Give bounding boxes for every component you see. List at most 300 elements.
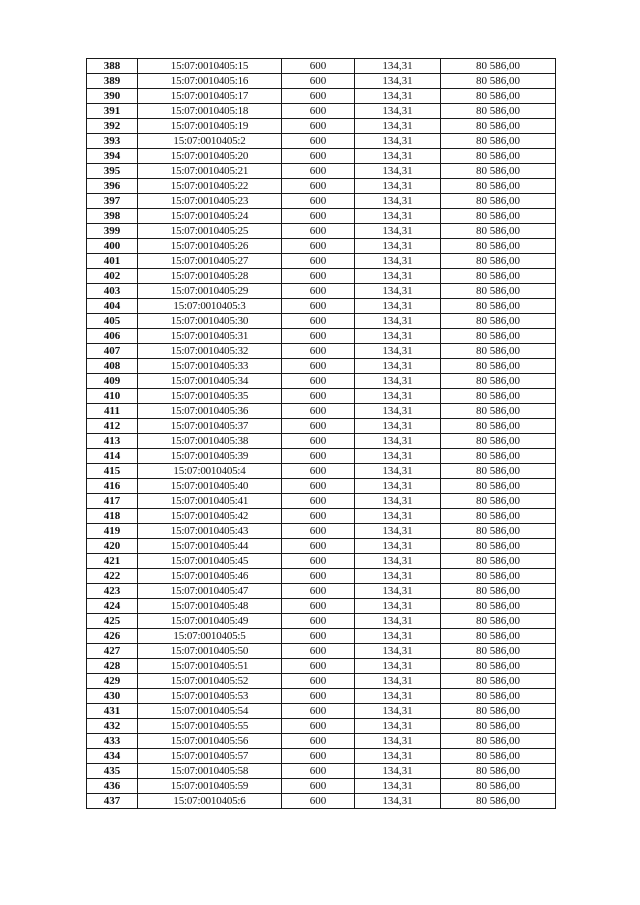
row-number-cell: 392 xyxy=(87,119,138,134)
total-value-cell: 80 586,00 xyxy=(441,104,556,119)
row-number-cell: 436 xyxy=(87,779,138,794)
cadastral-number-cell: 15:07:0010405:34 xyxy=(138,374,282,389)
unit-price-cell: 134,31 xyxy=(355,74,441,89)
unit-price-cell: 134,31 xyxy=(355,224,441,239)
table-row xyxy=(87,179,556,194)
cadastral-number-cell: 15:07:0010405:26 xyxy=(138,239,282,254)
unit-price-cell: 134,31 xyxy=(355,239,441,254)
total-value-cell: 80 586,00 xyxy=(441,224,556,239)
row-number-cell: 424 xyxy=(87,599,138,614)
unit-price-cell: 134,31 xyxy=(355,554,441,569)
total-value-cell: 80 586,00 xyxy=(441,269,556,284)
table-row xyxy=(87,704,556,719)
cadastral-number-cell: 15:07:0010405:44 xyxy=(138,539,282,554)
unit-price-cell: 134,31 xyxy=(355,329,441,344)
area-cell: 600 xyxy=(282,434,355,449)
cadastral-number-cell: 15:07:0010405:33 xyxy=(138,359,282,374)
unit-price-cell: 134,31 xyxy=(355,704,441,719)
table-row xyxy=(87,269,556,284)
area-cell: 600 xyxy=(282,614,355,629)
cadastral-number-cell: 15:07:0010405:28 xyxy=(138,269,282,284)
area-cell: 600 xyxy=(282,704,355,719)
area-cell: 600 xyxy=(282,749,355,764)
area-cell: 600 xyxy=(282,509,355,524)
table-row xyxy=(87,734,556,749)
cadastral-number-cell: 15:07:0010405:27 xyxy=(138,254,282,269)
table-row xyxy=(87,719,556,734)
area-cell: 600 xyxy=(282,269,355,284)
cadastral-number-cell: 15:07:0010405:35 xyxy=(138,389,282,404)
cadastral-number-cell: 15:07:0010405:46 xyxy=(138,569,282,584)
total-value-cell: 80 586,00 xyxy=(441,614,556,629)
row-number-cell: 426 xyxy=(87,629,138,644)
area-cell: 600 xyxy=(282,569,355,584)
unit-price-cell: 134,31 xyxy=(355,164,441,179)
cadastral-number-cell: 15:07:0010405:42 xyxy=(138,509,282,524)
cadastral-number-cell: 15:07:0010405:36 xyxy=(138,404,282,419)
row-number-cell: 409 xyxy=(87,374,138,389)
unit-price-cell: 134,31 xyxy=(355,134,441,149)
area-cell: 600 xyxy=(282,149,355,164)
row-number-cell: 411 xyxy=(87,404,138,419)
area-cell: 600 xyxy=(282,404,355,419)
table-row xyxy=(87,254,556,269)
unit-price-cell: 134,31 xyxy=(355,479,441,494)
cadastral-number-cell: 15:07:0010405:43 xyxy=(138,524,282,539)
table-row xyxy=(87,359,556,374)
cadastral-number-cell: 15:07:0010405:55 xyxy=(138,719,282,734)
unit-price-cell: 134,31 xyxy=(355,749,441,764)
table-row xyxy=(87,599,556,614)
table-row xyxy=(87,164,556,179)
table-row xyxy=(87,449,556,464)
unit-price-cell: 134,31 xyxy=(355,569,441,584)
unit-price-cell: 134,31 xyxy=(355,314,441,329)
unit-price-cell: 134,31 xyxy=(355,494,441,509)
area-cell: 600 xyxy=(282,314,355,329)
cadastral-number-cell: 15:07:0010405:19 xyxy=(138,119,282,134)
row-number-cell: 402 xyxy=(87,269,138,284)
row-number-cell: 430 xyxy=(87,689,138,704)
row-number-cell: 420 xyxy=(87,539,138,554)
unit-price-cell: 134,31 xyxy=(355,584,441,599)
row-number-cell: 418 xyxy=(87,509,138,524)
table-row xyxy=(87,239,556,254)
cadastral-number-cell: 15:07:0010405:4 xyxy=(138,464,282,479)
area-cell: 600 xyxy=(282,479,355,494)
row-number-cell: 391 xyxy=(87,104,138,119)
area-cell: 600 xyxy=(282,539,355,554)
cadastral-number-cell: 15:07:0010405:18 xyxy=(138,104,282,119)
area-cell: 600 xyxy=(282,224,355,239)
unit-price-cell: 134,31 xyxy=(355,449,441,464)
table-row xyxy=(87,59,556,74)
table-row xyxy=(87,389,556,404)
area-cell: 600 xyxy=(282,794,355,809)
table-row xyxy=(87,764,556,779)
table-row xyxy=(87,644,556,659)
total-value-cell: 80 586,00 xyxy=(441,359,556,374)
area-cell: 600 xyxy=(282,644,355,659)
table-row xyxy=(87,494,556,509)
total-value-cell: 80 586,00 xyxy=(441,89,556,104)
cadastral-number-cell: 15:07:0010405:50 xyxy=(138,644,282,659)
total-value-cell: 80 586,00 xyxy=(441,239,556,254)
total-value-cell: 80 586,00 xyxy=(441,509,556,524)
total-value-cell: 80 586,00 xyxy=(441,659,556,674)
total-value-cell: 80 586,00 xyxy=(441,314,556,329)
row-number-cell: 434 xyxy=(87,749,138,764)
table-row xyxy=(87,584,556,599)
unit-price-cell: 134,31 xyxy=(355,794,441,809)
table-row xyxy=(87,794,556,809)
total-value-cell: 80 586,00 xyxy=(441,779,556,794)
table-row xyxy=(87,614,556,629)
row-number-cell: 408 xyxy=(87,359,138,374)
total-value-cell: 80 586,00 xyxy=(441,794,556,809)
area-cell: 600 xyxy=(282,359,355,374)
unit-price-cell: 134,31 xyxy=(355,119,441,134)
area-cell: 600 xyxy=(282,179,355,194)
area-cell: 600 xyxy=(282,524,355,539)
area-cell: 600 xyxy=(282,299,355,314)
area-cell: 600 xyxy=(282,239,355,254)
cadastral-number-cell: 15:07:0010405:54 xyxy=(138,704,282,719)
total-value-cell: 80 586,00 xyxy=(441,464,556,479)
total-value-cell: 80 586,00 xyxy=(441,389,556,404)
area-cell: 600 xyxy=(282,599,355,614)
total-value-cell: 80 586,00 xyxy=(441,644,556,659)
unit-price-cell: 134,31 xyxy=(355,629,441,644)
total-value-cell: 80 586,00 xyxy=(441,719,556,734)
table-row xyxy=(87,104,556,119)
table-row xyxy=(87,344,556,359)
row-number-cell: 405 xyxy=(87,314,138,329)
unit-price-cell: 134,31 xyxy=(355,659,441,674)
unit-price-cell: 134,31 xyxy=(355,389,441,404)
row-number-cell: 397 xyxy=(87,194,138,209)
area-cell: 600 xyxy=(282,419,355,434)
row-number-cell: 398 xyxy=(87,209,138,224)
area-cell: 600 xyxy=(282,554,355,569)
table-row xyxy=(87,479,556,494)
cadastral-number-cell: 15:07:0010405:39 xyxy=(138,449,282,464)
total-value-cell: 80 586,00 xyxy=(441,179,556,194)
unit-price-cell: 134,31 xyxy=(355,149,441,164)
total-value-cell: 80 586,00 xyxy=(441,434,556,449)
table-row xyxy=(87,674,556,689)
table-row xyxy=(87,404,556,419)
total-value-cell: 80 586,00 xyxy=(441,599,556,614)
table-row xyxy=(87,749,556,764)
row-number-cell: 394 xyxy=(87,149,138,164)
table-row xyxy=(87,224,556,239)
cadastral-number-cell: 15:07:0010405:2 xyxy=(138,134,282,149)
cadastral-number-cell: 15:07:0010405:15 xyxy=(138,59,282,74)
cadastral-number-cell: 15:07:0010405:3 xyxy=(138,299,282,314)
cadastral-number-cell: 15:07:0010405:56 xyxy=(138,734,282,749)
unit-price-cell: 134,31 xyxy=(355,539,441,554)
total-value-cell: 80 586,00 xyxy=(441,194,556,209)
table-row xyxy=(87,329,556,344)
row-number-cell: 431 xyxy=(87,704,138,719)
area-cell: 600 xyxy=(282,374,355,389)
area-cell: 600 xyxy=(282,59,355,74)
total-value-cell: 80 586,00 xyxy=(441,164,556,179)
row-number-cell: 400 xyxy=(87,239,138,254)
cadastral-number-cell: 15:07:0010405:17 xyxy=(138,89,282,104)
cadastral-number-cell: 15:07:0010405:45 xyxy=(138,554,282,569)
area-cell: 600 xyxy=(282,494,355,509)
cadastral-number-cell: 15:07:0010405:24 xyxy=(138,209,282,224)
table-row xyxy=(87,659,556,674)
row-number-cell: 390 xyxy=(87,89,138,104)
row-number-cell: 415 xyxy=(87,464,138,479)
unit-price-cell: 134,31 xyxy=(355,269,441,284)
area-cell: 600 xyxy=(282,104,355,119)
row-number-cell: 389 xyxy=(87,74,138,89)
cadastral-number-cell: 15:07:0010405:29 xyxy=(138,284,282,299)
total-value-cell: 80 586,00 xyxy=(441,149,556,164)
area-cell: 600 xyxy=(282,134,355,149)
cadastral-number-cell: 15:07:0010405:5 xyxy=(138,629,282,644)
total-value-cell: 80 586,00 xyxy=(441,374,556,389)
unit-price-cell: 134,31 xyxy=(355,614,441,629)
area-cell: 600 xyxy=(282,584,355,599)
table-row xyxy=(87,419,556,434)
table-row xyxy=(87,134,556,149)
table-row xyxy=(87,509,556,524)
area-cell: 600 xyxy=(282,449,355,464)
row-number-cell: 417 xyxy=(87,494,138,509)
area-cell: 600 xyxy=(282,284,355,299)
row-number-cell: 427 xyxy=(87,644,138,659)
total-value-cell: 80 586,00 xyxy=(441,734,556,749)
cadastral-number-cell: 15:07:0010405:32 xyxy=(138,344,282,359)
table-row xyxy=(87,779,556,794)
cadastral-number-cell: 15:07:0010405:57 xyxy=(138,749,282,764)
row-number-cell: 393 xyxy=(87,134,138,149)
row-number-cell: 401 xyxy=(87,254,138,269)
unit-price-cell: 134,31 xyxy=(355,509,441,524)
row-number-cell: 412 xyxy=(87,419,138,434)
cadastral-number-cell: 15:07:0010405:22 xyxy=(138,179,282,194)
table-row xyxy=(87,464,556,479)
area-cell: 600 xyxy=(282,734,355,749)
row-number-cell: 388 xyxy=(87,59,138,74)
row-number-cell: 428 xyxy=(87,659,138,674)
table-row xyxy=(87,119,556,134)
row-number-cell: 422 xyxy=(87,569,138,584)
land-plots-table xyxy=(86,58,556,809)
cadastral-number-cell: 15:07:0010405:48 xyxy=(138,599,282,614)
table-row xyxy=(87,194,556,209)
unit-price-cell: 134,31 xyxy=(355,254,441,269)
table-row xyxy=(87,89,556,104)
row-number-cell: 437 xyxy=(87,794,138,809)
area-cell: 600 xyxy=(282,254,355,269)
area-cell: 600 xyxy=(282,119,355,134)
area-cell: 600 xyxy=(282,719,355,734)
unit-price-cell: 134,31 xyxy=(355,419,441,434)
total-value-cell: 80 586,00 xyxy=(441,674,556,689)
total-value-cell: 80 586,00 xyxy=(441,749,556,764)
unit-price-cell: 134,31 xyxy=(355,89,441,104)
unit-price-cell: 134,31 xyxy=(355,59,441,74)
total-value-cell: 80 586,00 xyxy=(441,254,556,269)
total-value-cell: 80 586,00 xyxy=(441,584,556,599)
area-cell: 600 xyxy=(282,674,355,689)
total-value-cell: 80 586,00 xyxy=(441,329,556,344)
cadastral-number-cell: 15:07:0010405:52 xyxy=(138,674,282,689)
total-value-cell: 80 586,00 xyxy=(441,59,556,74)
total-value-cell: 80 586,00 xyxy=(441,569,556,584)
table-row xyxy=(87,554,556,569)
unit-price-cell: 134,31 xyxy=(355,284,441,299)
table-row xyxy=(87,209,556,224)
total-value-cell: 80 586,00 xyxy=(441,539,556,554)
table-body xyxy=(87,59,556,809)
cadastral-number-cell: 15:07:0010405:31 xyxy=(138,329,282,344)
row-number-cell: 404 xyxy=(87,299,138,314)
unit-price-cell: 134,31 xyxy=(355,194,441,209)
cadastral-number-cell: 15:07:0010405:47 xyxy=(138,584,282,599)
table-row xyxy=(87,434,556,449)
row-number-cell: 419 xyxy=(87,524,138,539)
table-row xyxy=(87,374,556,389)
area-cell: 600 xyxy=(282,164,355,179)
unit-price-cell: 134,31 xyxy=(355,524,441,539)
total-value-cell: 80 586,00 xyxy=(441,344,556,359)
unit-price-cell: 134,31 xyxy=(355,779,441,794)
row-number-cell: 413 xyxy=(87,434,138,449)
area-cell: 600 xyxy=(282,209,355,224)
row-number-cell: 429 xyxy=(87,674,138,689)
row-number-cell: 414 xyxy=(87,449,138,464)
row-number-cell: 425 xyxy=(87,614,138,629)
unit-price-cell: 134,31 xyxy=(355,599,441,614)
table-row xyxy=(87,299,556,314)
area-cell: 600 xyxy=(282,344,355,359)
total-value-cell: 80 586,00 xyxy=(441,299,556,314)
total-value-cell: 80 586,00 xyxy=(441,704,556,719)
row-number-cell: 407 xyxy=(87,344,138,359)
cadastral-number-cell: 15:07:0010405:53 xyxy=(138,689,282,704)
area-cell: 600 xyxy=(282,389,355,404)
row-number-cell: 421 xyxy=(87,554,138,569)
unit-price-cell: 134,31 xyxy=(355,104,441,119)
table-row xyxy=(87,314,556,329)
row-number-cell: 395 xyxy=(87,164,138,179)
cadastral-number-cell: 15:07:0010405:49 xyxy=(138,614,282,629)
table-row xyxy=(87,629,556,644)
row-number-cell: 435 xyxy=(87,764,138,779)
total-value-cell: 80 586,00 xyxy=(441,74,556,89)
row-number-cell: 423 xyxy=(87,584,138,599)
table-row xyxy=(87,74,556,89)
total-value-cell: 80 586,00 xyxy=(441,419,556,434)
total-value-cell: 80 586,00 xyxy=(441,629,556,644)
total-value-cell: 80 586,00 xyxy=(441,554,556,569)
area-cell: 600 xyxy=(282,689,355,704)
unit-price-cell: 134,31 xyxy=(355,434,441,449)
unit-price-cell: 134,31 xyxy=(355,404,441,419)
table-row xyxy=(87,539,556,554)
unit-price-cell: 134,31 xyxy=(355,674,441,689)
row-number-cell: 433 xyxy=(87,734,138,749)
cadastral-number-cell: 15:07:0010405:41 xyxy=(138,494,282,509)
area-cell: 600 xyxy=(282,779,355,794)
unit-price-cell: 134,31 xyxy=(355,689,441,704)
row-number-cell: 399 xyxy=(87,224,138,239)
total-value-cell: 80 586,00 xyxy=(441,209,556,224)
table-row xyxy=(87,149,556,164)
unit-price-cell: 134,31 xyxy=(355,359,441,374)
total-value-cell: 80 586,00 xyxy=(441,764,556,779)
unit-price-cell: 134,31 xyxy=(355,299,441,314)
cadastral-number-cell: 15:07:0010405:37 xyxy=(138,419,282,434)
cadastral-number-cell: 15:07:0010405:20 xyxy=(138,149,282,164)
unit-price-cell: 134,31 xyxy=(355,344,441,359)
unit-price-cell: 134,31 xyxy=(355,374,441,389)
total-value-cell: 80 586,00 xyxy=(441,284,556,299)
total-value-cell: 80 586,00 xyxy=(441,404,556,419)
unit-price-cell: 134,31 xyxy=(355,179,441,194)
total-value-cell: 80 586,00 xyxy=(441,134,556,149)
cadastral-number-cell: 15:07:0010405:40 xyxy=(138,479,282,494)
cadastral-number-cell: 15:07:0010405:51 xyxy=(138,659,282,674)
cadastral-number-cell: 15:07:0010405:38 xyxy=(138,434,282,449)
table-row xyxy=(87,569,556,584)
unit-price-cell: 134,31 xyxy=(355,644,441,659)
area-cell: 600 xyxy=(282,464,355,479)
area-cell: 600 xyxy=(282,89,355,104)
cadastral-number-cell: 15:07:0010405:25 xyxy=(138,224,282,239)
area-cell: 600 xyxy=(282,764,355,779)
total-value-cell: 80 586,00 xyxy=(441,449,556,464)
area-cell: 600 xyxy=(282,629,355,644)
total-value-cell: 80 586,00 xyxy=(441,494,556,509)
row-number-cell: 432 xyxy=(87,719,138,734)
area-cell: 600 xyxy=(282,74,355,89)
total-value-cell: 80 586,00 xyxy=(441,689,556,704)
total-value-cell: 80 586,00 xyxy=(441,119,556,134)
cadastral-number-cell: 15:07:0010405:59 xyxy=(138,779,282,794)
unit-price-cell: 134,31 xyxy=(355,734,441,749)
row-number-cell: 403 xyxy=(87,284,138,299)
total-value-cell: 80 586,00 xyxy=(441,524,556,539)
cadastral-number-cell: 15:07:0010405:6 xyxy=(138,794,282,809)
row-number-cell: 410 xyxy=(87,389,138,404)
area-cell: 600 xyxy=(282,329,355,344)
total-value-cell: 80 586,00 xyxy=(441,479,556,494)
cadastral-number-cell: 15:07:0010405:16 xyxy=(138,74,282,89)
row-number-cell: 406 xyxy=(87,329,138,344)
area-cell: 600 xyxy=(282,194,355,209)
table-row xyxy=(87,284,556,299)
row-number-cell: 416 xyxy=(87,479,138,494)
area-cell: 600 xyxy=(282,659,355,674)
unit-price-cell: 134,31 xyxy=(355,764,441,779)
cadastral-number-cell: 15:07:0010405:58 xyxy=(138,764,282,779)
cadastral-number-cell: 15:07:0010405:23 xyxy=(138,194,282,209)
table-row xyxy=(87,689,556,704)
unit-price-cell: 134,31 xyxy=(355,209,441,224)
unit-price-cell: 134,31 xyxy=(355,464,441,479)
cadastral-number-cell: 15:07:0010405:21 xyxy=(138,164,282,179)
row-number-cell: 396 xyxy=(87,179,138,194)
table-row xyxy=(87,524,556,539)
